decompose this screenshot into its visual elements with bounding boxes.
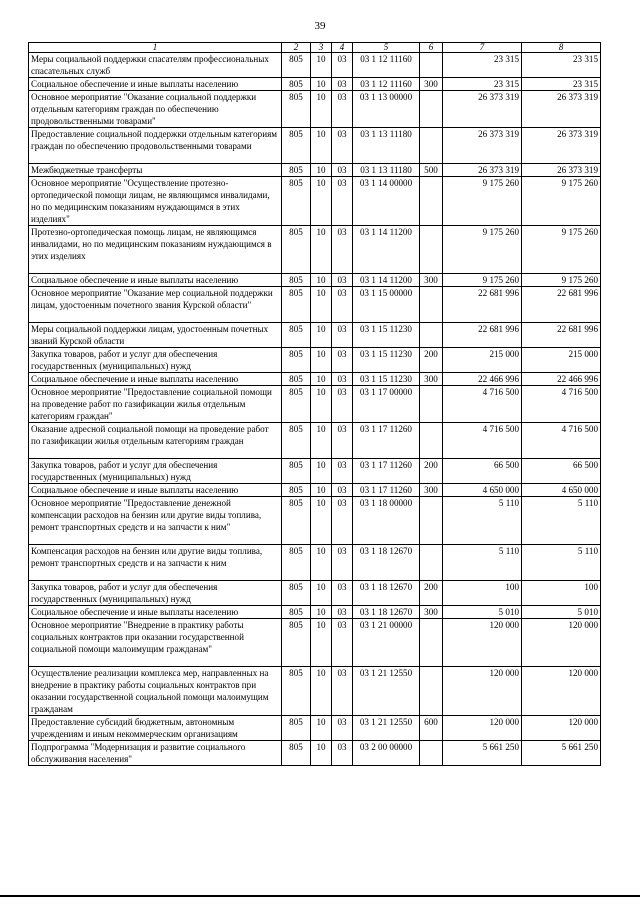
row-col2-cell: 805: [282, 741, 311, 766]
row-col5-cell: 03 1 12 11160: [353, 53, 420, 78]
table-row: [29, 484, 601, 497]
row-col2-cell: 805: [282, 78, 311, 91]
row-col3-cell: 10: [311, 78, 332, 91]
row-col8-cell: 5 661 250: [522, 741, 601, 766]
row-col8-cell: 23 315: [522, 78, 601, 91]
row-col7-cell: 4 650 000: [443, 484, 522, 497]
column-header: 3: [311, 43, 332, 53]
row-col2-cell: 805: [282, 53, 311, 78]
row-col5-cell: 03 1 13 11180: [353, 164, 420, 177]
row-col2-cell: 805: [282, 606, 311, 619]
row-col6-cell: [420, 91, 443, 128]
row-col6-cell: 300: [420, 274, 443, 287]
row-col4-cell: 03: [332, 619, 353, 667]
row-col7-cell: 26 373 319: [443, 164, 522, 177]
row-col6-cell: 600: [420, 716, 443, 741]
row-col2-cell: 805: [282, 373, 311, 386]
row-col3-cell: 10: [311, 459, 332, 484]
table-row: [29, 78, 601, 91]
row-col3-cell: 10: [311, 226, 332, 274]
row-col8-cell: 215 000: [522, 348, 601, 373]
row-col6-cell: [420, 497, 443, 545]
row-col8-cell: 26 373 319: [522, 164, 601, 177]
table-row: [29, 91, 601, 128]
row-col6-cell: 300: [420, 373, 443, 386]
row-col5-cell: 03 1 17 11260: [353, 459, 420, 484]
row-name-cell: Социальное обеспечение и иные выплаты населению: [29, 78, 282, 91]
row-name-cell: Закупка товаров, работ и услуг для обеспечения государственных (муниципальных) нужд: [29, 348, 282, 373]
row-name-cell: Социальное обеспечение и иные выплаты населению: [29, 484, 282, 497]
row-col3-cell: 10: [311, 164, 332, 177]
row-col5-cell: 03 1 18 12670: [353, 606, 420, 619]
row-col2-cell: 805: [282, 497, 311, 545]
row-col7-cell: 9 175 260: [443, 226, 522, 274]
row-col5-cell: 03 1 14 00000: [353, 177, 420, 226]
row-col5-cell: 03 1 13 11180: [353, 128, 420, 164]
row-col3-cell: 10: [311, 274, 332, 287]
row-col2-cell: 805: [282, 386, 311, 423]
row-name-cell: Социальное обеспечение и иные выплаты населению: [29, 373, 282, 386]
row-col4-cell: 03: [332, 667, 353, 716]
row-col7-cell: 5 010: [443, 606, 522, 619]
row-col7-cell: 22 466 996: [443, 373, 522, 386]
column-header: 4: [332, 43, 353, 53]
row-col5-cell: 03 1 13 00000: [353, 91, 420, 128]
row-col5-cell: 03 1 18 12670: [353, 545, 420, 581]
table-row: [29, 606, 601, 619]
row-col7-cell: 5 110: [443, 497, 522, 545]
row-name-cell: Осуществление реализации комплекса мер, направленных на внедрение в практику работы социальных контрактов при оказании государственной социальной помощи малоимущим гражданам: [29, 667, 282, 716]
table-row: [29, 459, 601, 484]
row-col6-cell: [420, 128, 443, 164]
row-col4-cell: 03: [332, 287, 353, 323]
row-col2-cell: 805: [282, 619, 311, 667]
row-col6-cell: [420, 323, 443, 348]
row-col2-cell: 805: [282, 459, 311, 484]
table-row: [29, 348, 601, 373]
row-col5-cell: 03 1 21 00000: [353, 619, 420, 667]
row-col4-cell: 03: [332, 581, 353, 606]
row-col2-cell: 805: [282, 348, 311, 373]
row-col8-cell: 22 466 996: [522, 373, 601, 386]
row-col5-cell: 03 1 21 12550: [353, 667, 420, 716]
row-col8-cell: 120 000: [522, 667, 601, 716]
row-col4-cell: 03: [332, 606, 353, 619]
row-col3-cell: 10: [311, 91, 332, 128]
row-col4-cell: 03: [332, 497, 353, 545]
row-col2-cell: 805: [282, 667, 311, 716]
row-col7-cell: 215 000: [443, 348, 522, 373]
table-row: [29, 323, 601, 348]
row-name-cell: Меры социальной поддержки спасателям профессиональных спасательных служб: [29, 53, 282, 78]
row-col6-cell: [420, 619, 443, 667]
row-col5-cell: 03 1 15 11230: [353, 323, 420, 348]
row-col6-cell: 300: [420, 78, 443, 91]
row-col5-cell: 03 1 18 00000: [353, 497, 420, 545]
row-col8-cell: 23 315: [522, 53, 601, 78]
row-col5-cell: 03 1 17 11260: [353, 423, 420, 459]
row-col8-cell: 4 650 000: [522, 484, 601, 497]
row-col6-cell: [420, 545, 443, 581]
table-row: [29, 423, 601, 459]
row-col6-cell: [420, 741, 443, 766]
table-row: [29, 164, 601, 177]
row-col3-cell: 10: [311, 606, 332, 619]
row-col6-cell: [420, 53, 443, 78]
row-col2-cell: 805: [282, 423, 311, 459]
table-row: [29, 667, 601, 716]
table-row: [29, 128, 601, 164]
row-col2-cell: 805: [282, 274, 311, 287]
table-row: [29, 274, 601, 287]
row-col8-cell: 26 373 319: [522, 91, 601, 128]
row-col3-cell: 10: [311, 619, 332, 667]
row-name-cell: Социальное обеспечение и иные выплаты населению: [29, 274, 282, 287]
row-col3-cell: 10: [311, 323, 332, 348]
row-col4-cell: 03: [332, 741, 353, 766]
row-col8-cell: 120 000: [522, 716, 601, 741]
row-col8-cell: 100: [522, 581, 601, 606]
column-header: 5: [353, 43, 420, 53]
row-col4-cell: 03: [332, 128, 353, 164]
row-name-cell: Закупка товаров, работ и услуг для обеспечения государственных (муниципальных) нужд: [29, 581, 282, 606]
row-col4-cell: 03: [332, 545, 353, 581]
row-col2-cell: 805: [282, 484, 311, 497]
row-col6-cell: 300: [420, 484, 443, 497]
row-col7-cell: 100: [443, 581, 522, 606]
page-number: 39: [314, 20, 326, 32]
row-col4-cell: 03: [332, 716, 353, 741]
row-col7-cell: 23 315: [443, 78, 522, 91]
row-col2-cell: 805: [282, 164, 311, 177]
row-col8-cell: 5 010: [522, 606, 601, 619]
row-col4-cell: 03: [332, 373, 353, 386]
row-col7-cell: 26 373 319: [443, 128, 522, 164]
budget-table: [28, 42, 601, 766]
row-col2-cell: 805: [282, 581, 311, 606]
row-col7-cell: 5 661 250: [443, 741, 522, 766]
row-col5-cell: 03 1 12 11160: [353, 78, 420, 91]
row-col8-cell: 4 716 500: [522, 423, 601, 459]
row-col3-cell: 10: [311, 128, 332, 164]
row-col6-cell: [420, 177, 443, 226]
row-col3-cell: 10: [311, 177, 332, 226]
row-col6-cell: 500: [420, 164, 443, 177]
row-col4-cell: 03: [332, 274, 353, 287]
row-col4-cell: 03: [332, 177, 353, 226]
row-name-cell: Подпрограмма "Модернизация и развитие социального обслуживания населения": [29, 741, 282, 766]
row-col2-cell: 805: [282, 287, 311, 323]
row-col6-cell: [420, 667, 443, 716]
row-col8-cell: 5 110: [522, 545, 601, 581]
column-header: 2: [282, 43, 311, 53]
row-col2-cell: 805: [282, 91, 311, 128]
row-col3-cell: 10: [311, 386, 332, 423]
row-name-cell: Основное мероприятие "Оказание мер социальной поддержки лицам, удостоенным почетного звания Курской области": [29, 287, 282, 323]
table-row: [29, 386, 601, 423]
row-name-cell: Основное мероприятие "Предоставление денежной компенсации расходов на бензин или другие виды топлива, ремонт транспортных средств и на запчасти к ним": [29, 497, 282, 545]
row-col8-cell: 4 716 500: [522, 386, 601, 423]
row-col4-cell: 03: [332, 423, 353, 459]
table-row: [29, 53, 601, 78]
row-col7-cell: 120 000: [443, 619, 522, 667]
row-col6-cell: [420, 423, 443, 459]
row-col4-cell: 03: [332, 91, 353, 128]
row-col7-cell: 22 681 996: [443, 287, 522, 323]
row-col4-cell: 03: [332, 386, 353, 423]
row-col7-cell: 9 175 260: [443, 177, 522, 226]
row-col7-cell: 5 110: [443, 545, 522, 581]
row-col8-cell: 26 373 319: [522, 128, 601, 164]
row-col3-cell: 10: [311, 716, 332, 741]
row-name-cell: Компенсация расходов на бензин или другие виды топлива, ремонт транспортных средств и на запчасти к ним: [29, 545, 282, 581]
row-name-cell: Социальное обеспечение и иные выплаты населению: [29, 606, 282, 619]
row-col7-cell: 26 373 319: [443, 91, 522, 128]
row-col7-cell: 9 175 260: [443, 274, 522, 287]
row-col6-cell: [420, 386, 443, 423]
row-col8-cell: 5 110: [522, 497, 601, 545]
row-col3-cell: 10: [311, 373, 332, 386]
row-col8-cell: 9 175 260: [522, 177, 601, 226]
row-col5-cell: 03 1 21 12550: [353, 716, 420, 741]
column-header: 6: [420, 43, 443, 53]
table-row: [29, 545, 601, 581]
row-col3-cell: 10: [311, 581, 332, 606]
row-col5-cell: 03 1 15 11230: [353, 373, 420, 386]
row-col2-cell: 805: [282, 716, 311, 741]
row-col4-cell: 03: [332, 459, 353, 484]
row-col6-cell: [420, 287, 443, 323]
row-name-cell: Предоставление субсидий бюджетным, автономным учреждениям и иным некоммерческим организациям: [29, 716, 282, 741]
table-row: [29, 177, 601, 226]
row-name-cell: Предоставление социальной поддержки отдельным категориям граждан по обеспечению продовольственными товарами: [29, 128, 282, 164]
row-col3-cell: 10: [311, 497, 332, 545]
row-col3-cell: 10: [311, 741, 332, 766]
row-col3-cell: 10: [311, 423, 332, 459]
row-name-cell: Протезно-ортопедическая помощь лицам, не являющимся инвалидами, но по медицинским показаниям нуждающимся в этих изделиях: [29, 226, 282, 274]
row-col8-cell: 22 681 996: [522, 323, 601, 348]
table-row: [29, 581, 601, 606]
row-col5-cell: 03 1 18 12670: [353, 581, 420, 606]
row-col8-cell: 9 175 260: [522, 274, 601, 287]
table-row: [29, 287, 601, 323]
table-row: [29, 497, 601, 545]
row-col3-cell: 10: [311, 287, 332, 323]
row-col3-cell: 10: [311, 348, 332, 373]
row-name-cell: Основное мероприятие "Оказание социальной поддержки отдельным категориям граждан по обеспечению продовольственными товарами": [29, 91, 282, 128]
header-row: [29, 43, 601, 53]
table-row: [29, 741, 601, 766]
row-col6-cell: 200: [420, 348, 443, 373]
row-col6-cell: [420, 226, 443, 274]
row-name-cell: Основное мероприятие "Внедрение в практику работы социальных контрактов при оказании государственной социальной помощи малоимущим гражданам": [29, 619, 282, 667]
row-col4-cell: 03: [332, 323, 353, 348]
row-col2-cell: 805: [282, 177, 311, 226]
row-col2-cell: 805: [282, 545, 311, 581]
row-col3-cell: 10: [311, 667, 332, 716]
row-name-cell: Меры социальной поддержки лицам, удостоенным почетных званий Курской области: [29, 323, 282, 348]
row-col5-cell: 03 1 15 11230: [353, 348, 420, 373]
column-header: 8: [522, 43, 601, 53]
row-col7-cell: 23 315: [443, 53, 522, 78]
row-col3-cell: 10: [311, 53, 332, 78]
row-col8-cell: 120 000: [522, 619, 601, 667]
row-col8-cell: 9 175 260: [522, 226, 601, 274]
row-col2-cell: 805: [282, 226, 311, 274]
row-name-cell: Закупка товаров, работ и услуг для обеспечения государственных (муниципальных) нужд: [29, 459, 282, 484]
table-row: [29, 716, 601, 741]
row-col2-cell: 805: [282, 128, 311, 164]
row-col4-cell: 03: [332, 348, 353, 373]
row-col5-cell: 03 1 14 11200: [353, 226, 420, 274]
row-col7-cell: 66 500: [443, 459, 522, 484]
row-col4-cell: 03: [332, 484, 353, 497]
row-col7-cell: 4 716 500: [443, 423, 522, 459]
row-name-cell: Основное мероприятие "Осуществление протезно-ортопедической помощи лицам, не являющимся инвалидами, но по медицинским показаниям нуждающимся в этих изделиях": [29, 177, 282, 226]
row-name-cell: Основное мероприятие "Предоставление социальной помощи на проведение работ по газификации жилья отдельным категориям граждан": [29, 386, 282, 423]
row-col7-cell: 120 000: [443, 716, 522, 741]
row-col6-cell: 300: [420, 606, 443, 619]
row-col5-cell: 03 2 00 00000: [353, 741, 420, 766]
row-col2-cell: 805: [282, 323, 311, 348]
row-col6-cell: 200: [420, 581, 443, 606]
row-col5-cell: 03 1 15 00000: [353, 287, 420, 323]
table-row: [29, 226, 601, 274]
row-col4-cell: 03: [332, 53, 353, 78]
row-col3-cell: 10: [311, 484, 332, 497]
row-col5-cell: 03 1 17 11260: [353, 484, 420, 497]
row-col4-cell: 03: [332, 78, 353, 91]
row-col6-cell: 200: [420, 459, 443, 484]
row-col4-cell: 03: [332, 226, 353, 274]
row-col7-cell: 4 716 500: [443, 386, 522, 423]
column-header: 7: [443, 43, 522, 53]
row-name-cell: Межбюджетные трансферты: [29, 164, 282, 177]
row-col8-cell: 66 500: [522, 459, 601, 484]
row-col4-cell: 03: [332, 164, 353, 177]
row-name-cell: Оказание адресной социальной помощи на проведение работ по газификации жилья отдельным категориям граждан: [29, 423, 282, 459]
row-col7-cell: 120 000: [443, 667, 522, 716]
table-row: [29, 619, 601, 667]
row-col8-cell: 22 681 996: [522, 287, 601, 323]
row-col7-cell: 22 681 996: [443, 323, 522, 348]
column-header: 1: [29, 43, 282, 53]
row-col3-cell: 10: [311, 545, 332, 581]
table-body: [29, 53, 601, 766]
row-col5-cell: 03 1 17 00000: [353, 386, 420, 423]
page-bottom-rule: [0, 895, 640, 897]
table-row: [29, 373, 601, 386]
row-col5-cell: 03 1 14 11200: [353, 274, 420, 287]
